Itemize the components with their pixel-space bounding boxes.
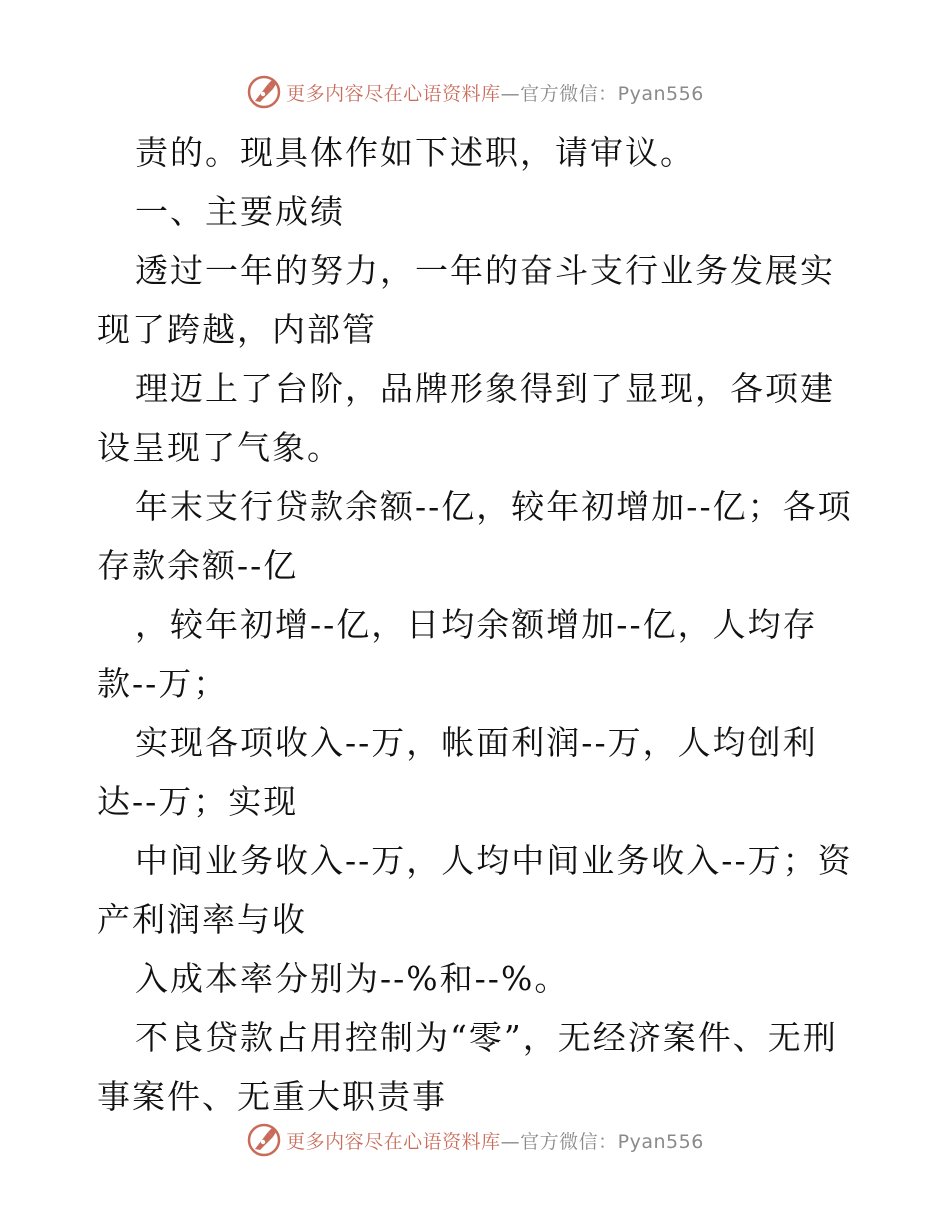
paragraph: 年末支行贷款余额--亿，较年初增加--亿；各项存款余额--亿 [97,487,853,585]
pen-nib-logo-icon [246,1122,282,1158]
paragraph: 不良贷款占用控制为“零”，无经济案件、无刑事案件、无重大职责事 [97,1018,838,1116]
section-heading: 一、主要成绩 [135,192,345,231]
paragraph: 透过一年的努力，一年的奋斗支行业务发展实现了跨越，内部管 [97,251,835,349]
paragraph: 入成本率分别为--%和--%。 [135,959,570,998]
paragraph: 理迈上了台阶，品牌形象得到了显现，各项建设呈现了气象。 [97,369,835,467]
header-watermark [0,70,950,114]
paragraph: ，较年初增--亿，日均余额增加--亿，人均存款--万； [97,605,818,703]
pen-nib-logo-icon [246,74,282,110]
watermark-text: 更多内容尽在心语资料库—官方微信：Pyan556 [286,1130,704,1153]
paragraph: 责的。现具体作如下述职，请审议。 [135,133,695,172]
watermark-text: 更多内容尽在心语资料库—官方微信：Pyan556 [286,82,704,105]
document-body [97,123,853,1126]
paragraph: 实现各项收入--万，帐面利润--万，人均创利达--万；实现 [97,723,818,821]
paragraph: 中间业务收入--万，人均中间业务收入--万；资产利润率与收 [97,841,853,939]
footer-watermark [0,1118,950,1162]
